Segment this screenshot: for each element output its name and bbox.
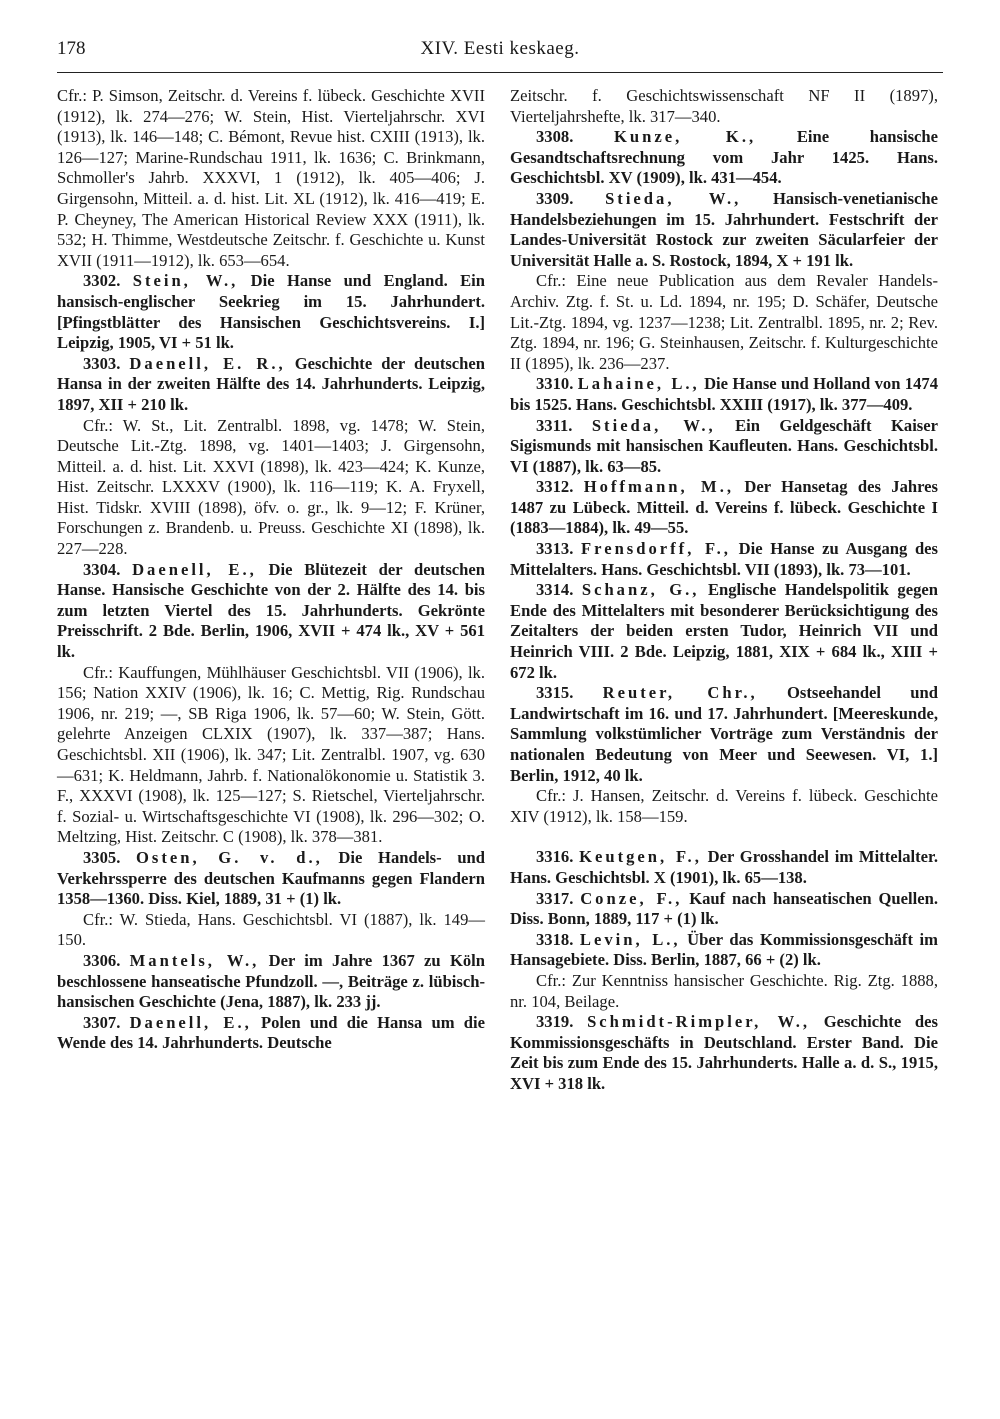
entry-author: Schanz, G.,	[581, 580, 700, 600]
bibliography-entry	[510, 416, 938, 478]
bibliography-entry	[510, 477, 938, 539]
bibliography-entry	[510, 1012, 938, 1094]
bibliography-entry	[510, 580, 938, 683]
entry-author: Stieda, W.,	[591, 415, 716, 435]
entry-number: 3314.	[536, 580, 574, 600]
entry-number: 3305.	[83, 847, 121, 867]
entry-title: Englische Handelspolitik gegen Ende des Mittelalters mit besonderer Berücksichtigung des Zeitalters der beiden ersten Tudor, Heinrich VII und Heinrich VIII. 2 Bde. Leipzig, 1881, XIX + 684 lk., XIII + 672 lk.	[510, 580, 938, 682]
entry-number: 3312.	[536, 477, 574, 497]
entry-review-citations: Cfr.: J. Hansen, Zeitschr. d. Vereins f. lübeck. Geschichte XIV (1912), lk. 158—159.	[510, 786, 938, 826]
entry-author: Daenell, E.,	[129, 1012, 252, 1032]
entry-number: 3315.	[536, 683, 574, 703]
entry-title: Geschichte des Kommissionsgeschäfts in Deutschland. Erster Band. Die Zeit bis zum Ende des 15. Jahrhunderts. Halle a. d. S., 1915, XVI + 318 lk.	[510, 1012, 938, 1093]
continued-citation: Cfr.: P. Simson, Zeitschr. d. Vereins f. lübeck. Geschichte XVII (1912), lk. 274—276; W. Stein, Hist. Vierteljahrschr. XVI (1913), lk. 146—148; C. Bémont, Revue hist. CXIII (1913), lk. 126—127; Marine-Rundschau 1911, lk. 1636; C. Brinkmann, Schmoller's Jahrb. XXXVI, 1 (1912), lk. 405—406; J. Girgensohn, Mitteil. a. d. hist. Lit. XL (1912), lk. 416—419; E. P. Cheyney, The American Historical Review XXX (1911), lk. 532; H. Thimme, Westdeutsche Zeitschr. f. Geschichte u. Kunst XVII (1911—1912), lk. 653—654.	[57, 86, 485, 270]
entry-author: Mantels, W.,	[129, 950, 260, 970]
entry-number: 3313.	[536, 539, 574, 559]
running-title: XIV. Eesti keskaeg.	[420, 38, 580, 59]
entry-author: Schmidt-Rimpler, W.,	[587, 1012, 811, 1032]
entry-author: Osten, G. v. d.,	[136, 847, 323, 867]
entry-number: 3302.	[83, 271, 121, 291]
entry-review-citations: Cfr.: W. St., Lit. Zentralbl. 1898, vg. 1478; W. Stein, Deutsche Lit.-Ztg. 1898, vg. 1401—1403; J. Girgensohn, Mitteil. a. d. hist. Lit. XXVI (1898), lk. 423—424; K. Kunze, Hist. Zeitschr. LXXXV (1900), lk. 116—119; K. A. Fryxell, Hist. Tidskr. XVIII (1898), öfv. o. gr., lk. 9—12; F. Krüner, Forschungen z. Brandenb. u. Preuss. Geschichte XI (1898), lk. 227—228.	[57, 415, 485, 559]
bibliography-entry	[57, 1013, 485, 1054]
entry-title: Die Hanse zu Ausgang des Mittelalters. Hans. Geschichtsbl. VII (1893), lk. 73—101.	[510, 539, 938, 579]
entry-title: Polen und die Hansa um die Wende des 14. Jahrhunderts. Deutsche	[57, 1012, 485, 1053]
entry-author: Stein, W.,	[132, 271, 239, 291]
entry-title: Über das Kommissionsgeschäft im Hansagebiete. Diss. Berlin, 1887, 66 + (2) lk.	[510, 929, 938, 970]
entry-title: Der im Jahre 1367 zu Köln beschlossene hanseatische Pfundzoll. —, Beiträge z. lübisch-hansischen Geschichte (Jena, 1887), lk. 233 jj.	[57, 950, 485, 1012]
bibliography-entry	[510, 847, 938, 888]
entry-number: 3308.	[536, 127, 574, 147]
bibliography-entry	[510, 930, 938, 971]
right-column	[510, 86, 938, 1095]
entry-number: 3304.	[83, 559, 121, 579]
left-entries-list	[57, 271, 485, 1054]
entry-number: 3317.	[536, 888, 574, 908]
entry-title: Eine hansische Gesandtschaftsrechnung vom Jahr 1425. Hans. Geschichtsbl. XV (1909), lk. 431—454.	[510, 127, 938, 188]
entry-title: Hansisch-venetianische Handelsbeziehungen im 15. Jahrhundert. Festschrift der Landes-Universität Rostock zur zweiten Säcularfeier der Universität Halle a. S. Rostock, 1894, X + 191 lk.	[510, 188, 938, 270]
entry-author: Stieda, W.,	[605, 188, 742, 208]
bibliography-entry	[57, 848, 485, 910]
entry-number: 3310.	[536, 374, 574, 394]
entry-title: Die Blütezeit der deutschen Hanse. Hansische Geschichte von der 2. Hälfte des 14. bis zum letzten Viertel des 15. Jahrhunderts. Gekrönte Preisschrift. 2 Bde. Berlin, 1906, XVII + 474 lk., XV + 561 lk.	[57, 559, 485, 662]
left-column	[57, 86, 485, 1054]
entry-number: 3306.	[83, 950, 121, 970]
entry-number: 3319.	[536, 1012, 574, 1032]
entry-review-citations: Cfr.: Eine neue Publication aus dem Revaler Handels-Archiv. Ztg. f. St. u. Ld. 1894, nr. 195; D. Schäfer, Deutsche Lit.-Ztg. 1894, vg. 1237—1238; Lit. Zentralbl. 1895, nr. 2; Rev. Ztg. 1894, nr. 196; G. Steinhausen, Zeitschr. f. Kulturgeschichte II (1895), lk. 236—237.	[510, 271, 938, 373]
entry-author: Daenell, E. R.,	[129, 353, 286, 373]
entry-number: 3316.	[536, 847, 574, 867]
bibliography-entry	[57, 951, 485, 1013]
bibliography-entry	[510, 889, 938, 930]
entry-title: Kauf nach hanseatischen Quellen. Diss. Bonn, 1889, 117 + (1) lk.	[510, 888, 938, 929]
entry-number: 3318.	[536, 929, 574, 949]
section-gap	[510, 827, 938, 847]
entry-review-citations: Cfr.: Zur Kenntniss hansischer Geschichte. Rig. Ztg. 1888, nr. 104, Beilage.	[510, 970, 938, 1011]
entry-number: 3307.	[83, 1012, 121, 1032]
bibliography-entry	[510, 189, 938, 271]
bibliography-entry	[57, 560, 485, 663]
continued-citation: Zeitschr. f. Geschichtswissenschaft NF II (1897), Vierteljahrshefte, lk. 317—340.	[510, 86, 938, 126]
entry-author: Kunze, K.,	[614, 127, 757, 147]
bibliography-entry	[510, 683, 938, 786]
entry-title: Der Grosshandel im Mittelalter. Hans. Geschichtsbl. X (1901), lk. 65—138.	[510, 847, 938, 887]
bibliography-entry	[57, 354, 485, 416]
entry-title: Der Hansetag des Jahres 1487 zu Lübeck. Mitteil. d. Vereins f. lübeck. Geschichte I (1883—1884), lk. 49—55.	[510, 477, 938, 538]
bibliography-entry	[57, 271, 485, 353]
entry-author: Reuter, Chr.,	[602, 683, 758, 703]
right-entries-list-2	[510, 847, 938, 1094]
bibliography-entry	[510, 374, 938, 415]
entry-author: Lahaine, L.,	[577, 374, 700, 394]
entry-number: 3303.	[83, 353, 121, 373]
entry-author: Daenell, E.,	[132, 559, 257, 579]
entry-author: Conze, F.,	[580, 888, 683, 908]
entry-number: 3309.	[536, 188, 574, 208]
entry-title: Die Handels- und Verkehrssperre des deutschen Kaufmanns gegen Flandern 1358—1360. Diss. Kiel, 1889, 31 + (1) lk.	[57, 847, 486, 909]
entry-author: Hoffmann, M.,	[583, 477, 734, 497]
entry-title: Ein Geldgeschäft Kaiser Sigismunds mit hansischen Kaufleuten. Hans. Geschichtsbl. VI (1887), lk. 63—85.	[510, 415, 938, 476]
entry-review-citations: Cfr.: W. Stieda, Hans. Geschichtsbl. VI (1887), lk. 149—150.	[57, 909, 485, 950]
entry-title: Geschichte der deutschen Hansa in der zweiten Hälfte des 14. Jahrhunderts. Leipzig, 1897, XII + 210 lk.	[57, 353, 485, 414]
entry-review-citations: Cfr.: Kauffungen, Mühlhäuser Geschichtsbl. VII (1906), lk. 156; Nation XXIV (1906), lk. 16; C. Mettig, Rig. Rundschau 1906, nr. 219; —, SB Riga 1906, lk. 57—60; W. Stein, Gött. gelehrte Anzeigen CLXIX (1907), lk. 337—387; Hans. Geschichtsbl. XII (1906), lk. 347; Lit. Zentralbl. 1907, vg. 630—631; K. Heldmann, Jahrb. f. Nationalökonomie u. Statistik 3. F., XXXVI (1908), lk. 125—127; S. Rietschel, Vierteljahrschr. f. Sozial- u. Wirtschaftsgeschichte VI (1908), lk. 296—302; O. Meltzing, Hist. Zeitschr. C (1908), lk. 378—381.	[57, 662, 485, 847]
entry-author: Levin, L.,	[579, 929, 681, 949]
page-header	[57, 38, 943, 72]
entry-title: Die Hanse und England. Ein hansisch-englischer Seekrieg im 15. Jahrhundert. [Pfingstblätter des Hansischen Geschichtsvereins. I.] Leipzig, 1905, VI + 51 lk.	[57, 271, 486, 353]
right-entries-list	[510, 127, 938, 827]
page-number: 178	[57, 38, 86, 59]
bibliography-entry	[510, 539, 938, 580]
entry-number: 3311.	[536, 415, 573, 435]
bibliography-entry	[510, 127, 938, 189]
entry-author: Keutgen, F.,	[579, 847, 702, 867]
header-rule	[57, 72, 943, 73]
entry-title: Ostseehandel und Landwirtschaft im 16. und 17. Jahrhundert. [Meereskunde, Sammlung volkstümlicher Vorträge zum Verständnis der nationalen Bedeutung von Meer und Seewesen. VI, 1.] Berlin, 1912, 40 lk.	[510, 683, 938, 785]
entry-title: Die Hanse und Holland von 1474 bis 1525. Hans. Geschichtsbl. XXIII (1917), lk. 377—409.	[510, 374, 938, 414]
entry-author: Frensdorff, F.,	[581, 539, 731, 559]
